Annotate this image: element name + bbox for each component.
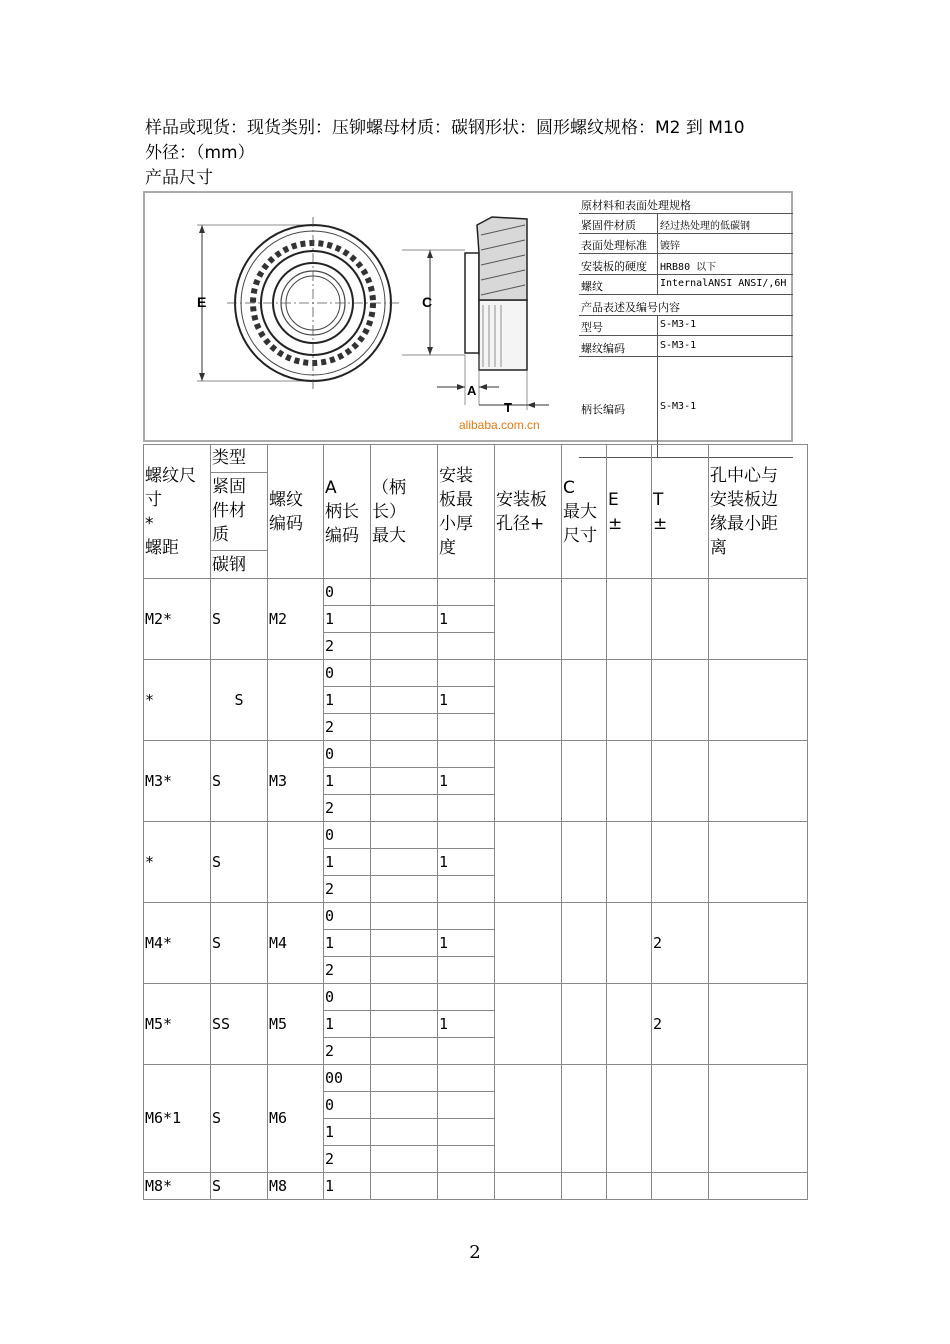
header-thread-code: 螺纹 编码 [268,445,324,579]
spec-label: 安装板的硬度 [581,259,647,273]
cell-a-code: 1 [324,1119,371,1146]
spec-value: 镀锌 [660,241,680,252]
spec-label: 型号 [581,321,603,334]
cell-min-thickness: 1 [438,687,495,714]
cell-c [562,579,607,660]
product-figure-block [143,191,793,442]
cell-type: S [211,1173,268,1200]
table-row [144,984,808,1011]
spec-row [579,295,793,316]
cell-a-code: 2 [324,714,371,741]
cell-edge [709,660,808,741]
cell-type: SS [211,984,268,1065]
cell-thread: M3* [144,741,211,822]
cell-t: 2 [652,984,709,1065]
intro-line-spec: 样品或现货：现货类别：压铆螺母材质：碳钢形状：圆形螺纹规格：M2 到 M10 [145,118,745,138]
label-c: C [422,294,433,310]
cell-edge [709,1173,808,1200]
label-a: A [467,383,477,398]
cell-edge [709,741,808,822]
table-row [144,741,808,768]
spec-value: S-M3-1 [660,339,697,351]
cell-t: 2 [652,903,709,984]
cell-min-thickness: 1 [438,849,495,876]
spec-label: 螺纹 [581,280,603,293]
cell-a-code: 2 [324,957,371,984]
cell-thread-code [268,660,324,741]
header-e: E ± [607,445,652,579]
cell-min-thickness [438,633,495,660]
spec-value: 经过热处理的低碳钢 [660,221,750,232]
cell-t [652,1173,709,1200]
cell-a-code: 1 [324,687,371,714]
cell-edge [709,984,808,1065]
spec-value: HRB80 以下 [660,261,717,273]
cell-e [607,660,652,741]
cell-type: S [211,1065,268,1173]
cell-min-thickness: 1 [438,768,495,795]
spec-value: S-M3-1 [660,400,697,412]
cell-thread-code: M8 [268,1173,324,1200]
header-a: A 柄长 编码 [324,445,371,579]
cell-c [562,903,607,984]
cell-shank-max [371,579,438,606]
spec-label: 原材料和表面处理规格 [581,198,691,212]
cell-a-code: 1 [324,930,371,957]
cell-shank-max [371,930,438,957]
spec-row [579,357,793,458]
watermark: alibaba.com.cn [459,418,540,432]
cell-e [607,741,652,822]
nut-drawing [147,195,577,439]
table-row [144,579,808,606]
cell-shank-max [371,903,438,930]
cell-thread-code: M5 [268,984,324,1065]
cell-shank-max [371,1146,438,1173]
cell-shank-max [371,660,438,687]
header-hole: 安装板 孔径+ [495,445,562,579]
cell-hole [495,903,562,984]
cell-shank-max [371,1092,438,1119]
cell-min-thickness [438,1173,495,1200]
cell-edge [709,903,808,984]
cell-e [607,1173,652,1200]
cell-a-code: 1 [324,849,371,876]
cell-min-thickness [438,1119,495,1146]
cell-c [562,741,607,822]
cell-a-code: 0 [324,822,371,849]
cell-a-code: 0 [324,579,371,606]
cell-min-thickness [438,579,495,606]
intro-text [145,116,825,191]
cell-a-code: 0 [324,741,371,768]
cell-e [607,822,652,903]
cell-thread-code: M3 [268,741,324,822]
header-shank-max: （柄长） 最大 [371,445,438,579]
cell-hole [495,741,562,822]
cell-shank-max [371,768,438,795]
dimension-table [143,444,808,1200]
cell-min-thickness: 1 [438,930,495,957]
cell-shank-max [371,1011,438,1038]
cell-shank-max [371,741,438,768]
cell-hole [495,1065,562,1173]
cell-shank-max [371,957,438,984]
cell-min-thickness [438,714,495,741]
cell-min-thickness [438,1065,495,1092]
spec-label: 螺纹编码 [581,341,625,355]
cell-min-thickness [438,957,495,984]
cell-thread: M5* [144,984,211,1065]
spec-value: S-M3-1 [660,319,697,330]
cell-hole [495,579,562,660]
cell-a-code: 0 [324,1092,371,1119]
cell-thread-code: M2 [268,579,324,660]
cell-a-code: 2 [324,876,371,903]
cell-min-thickness: 1 [438,606,495,633]
cell-min-thickness [438,1092,495,1119]
spec-row [579,234,793,254]
cell-c [562,1065,607,1173]
spec-label: 表面处理标准 [581,239,647,252]
cell-shank-max [371,1065,438,1092]
cell-shank-max [371,714,438,741]
header-thread: 螺纹尺 寸 * 螺距 [144,445,211,579]
spec-label: 产品表述及编号内容 [581,300,680,314]
cell-min-thickness [438,903,495,930]
spec-label: 紧固件材质 [581,219,636,232]
cell-thread: M6*1 [144,1065,211,1173]
cell-shank-max [371,1119,438,1146]
cell-a-code: 0 [324,660,371,687]
spec-row [579,316,793,336]
cell-a-code: 00 [324,1065,371,1092]
cell-type: S [211,903,268,984]
cell-a-code: 1 [324,606,371,633]
cell-t [652,660,709,741]
cell-shank-max [371,687,438,714]
cell-a-code: 0 [324,903,371,930]
cell-hole [495,822,562,903]
spec-value: InternalANSI ANSI/,6H [660,278,787,289]
cell-c [562,822,607,903]
cell-a-code: 2 [324,1146,371,1173]
cell-hole [495,660,562,741]
spec-row [579,336,793,357]
cell-edge [709,579,808,660]
label-e: E [197,294,207,310]
table-row [144,1065,808,1092]
spec-row [579,193,793,214]
spec-row [579,275,793,295]
page-number: 2 [469,1242,481,1263]
cell-min-thickness: 1 [438,1011,495,1038]
cell-t [652,822,709,903]
header-edge: 孔中心与 安装板边 缘最小距 离 [709,445,808,579]
cell-edge [709,822,808,903]
cell-a-code: 2 [324,1038,371,1065]
cell-thread: M2* [144,579,211,660]
label-t: T [504,400,512,415]
cell-c [562,1173,607,1200]
header-material-label: 紧固 件材 质 [211,472,268,550]
header-t: T ± [652,445,709,579]
cell-shank-max [371,984,438,1011]
cell-t [652,1065,709,1173]
cell-min-thickness [438,1146,495,1173]
cell-shank-max [371,795,438,822]
cell-min-thickness [438,984,495,1011]
cell-thread: M4* [144,903,211,984]
cell-a-code: 1 [324,768,371,795]
cell-min-thickness [438,822,495,849]
cell-shank-max [371,876,438,903]
cell-min-thickness [438,795,495,822]
table-row [144,822,808,849]
cell-shank-max [371,633,438,660]
cell-type: S [211,822,268,903]
intro-line-dimensions: 产品尺寸 [145,168,213,188]
header-c: C 最大 尺寸 [562,445,607,579]
cell-hole [495,984,562,1065]
cell-shank-max [371,606,438,633]
cell-a-code: 1 [324,1011,371,1038]
cell-min-thickness [438,876,495,903]
spec-row [579,254,793,275]
spec-table [579,193,793,440]
cell-a-code: 2 [324,795,371,822]
cell-t [652,579,709,660]
table-row [144,903,808,930]
header-min-thickness: 安装 板最 小厚 度 [438,445,495,579]
cell-thread: * [144,822,211,903]
cell-type: S [211,579,268,660]
cell-thread: M8* [144,1173,211,1200]
table-row [144,1173,808,1200]
cell-min-thickness [438,741,495,768]
cell-thread-code [268,822,324,903]
cell-hole [495,1173,562,1200]
spec-label: 柄长编码 [581,402,625,416]
cell-shank-max [371,822,438,849]
cell-t [652,741,709,822]
cell-shank-max [371,849,438,876]
header-type: 类型 [211,445,268,473]
cell-shank-max [371,1038,438,1065]
cell-min-thickness [438,660,495,687]
cell-a-code: 0 [324,984,371,1011]
cell-min-thickness [438,1038,495,1065]
cell-a-code: 1 [324,1173,371,1200]
cell-thread-code: M6 [268,1065,324,1173]
cell-type: S [211,660,268,741]
cell-a-code: 2 [324,633,371,660]
cell-e [607,1065,652,1173]
cell-e [607,984,652,1065]
spec-row [579,214,793,234]
header-material: 碳钢 [211,551,268,579]
cell-c [562,660,607,741]
intro-line-diameter: 外径：（mm） [145,143,255,163]
cell-thread-code: M4 [268,903,324,984]
cell-c [562,984,607,1065]
cell-type: S [211,741,268,822]
table-row [144,660,808,687]
cell-edge [709,1065,808,1173]
cell-shank-max [371,1173,438,1200]
cell-thread: * [144,660,211,741]
cell-e [607,579,652,660]
cell-e [607,903,652,984]
